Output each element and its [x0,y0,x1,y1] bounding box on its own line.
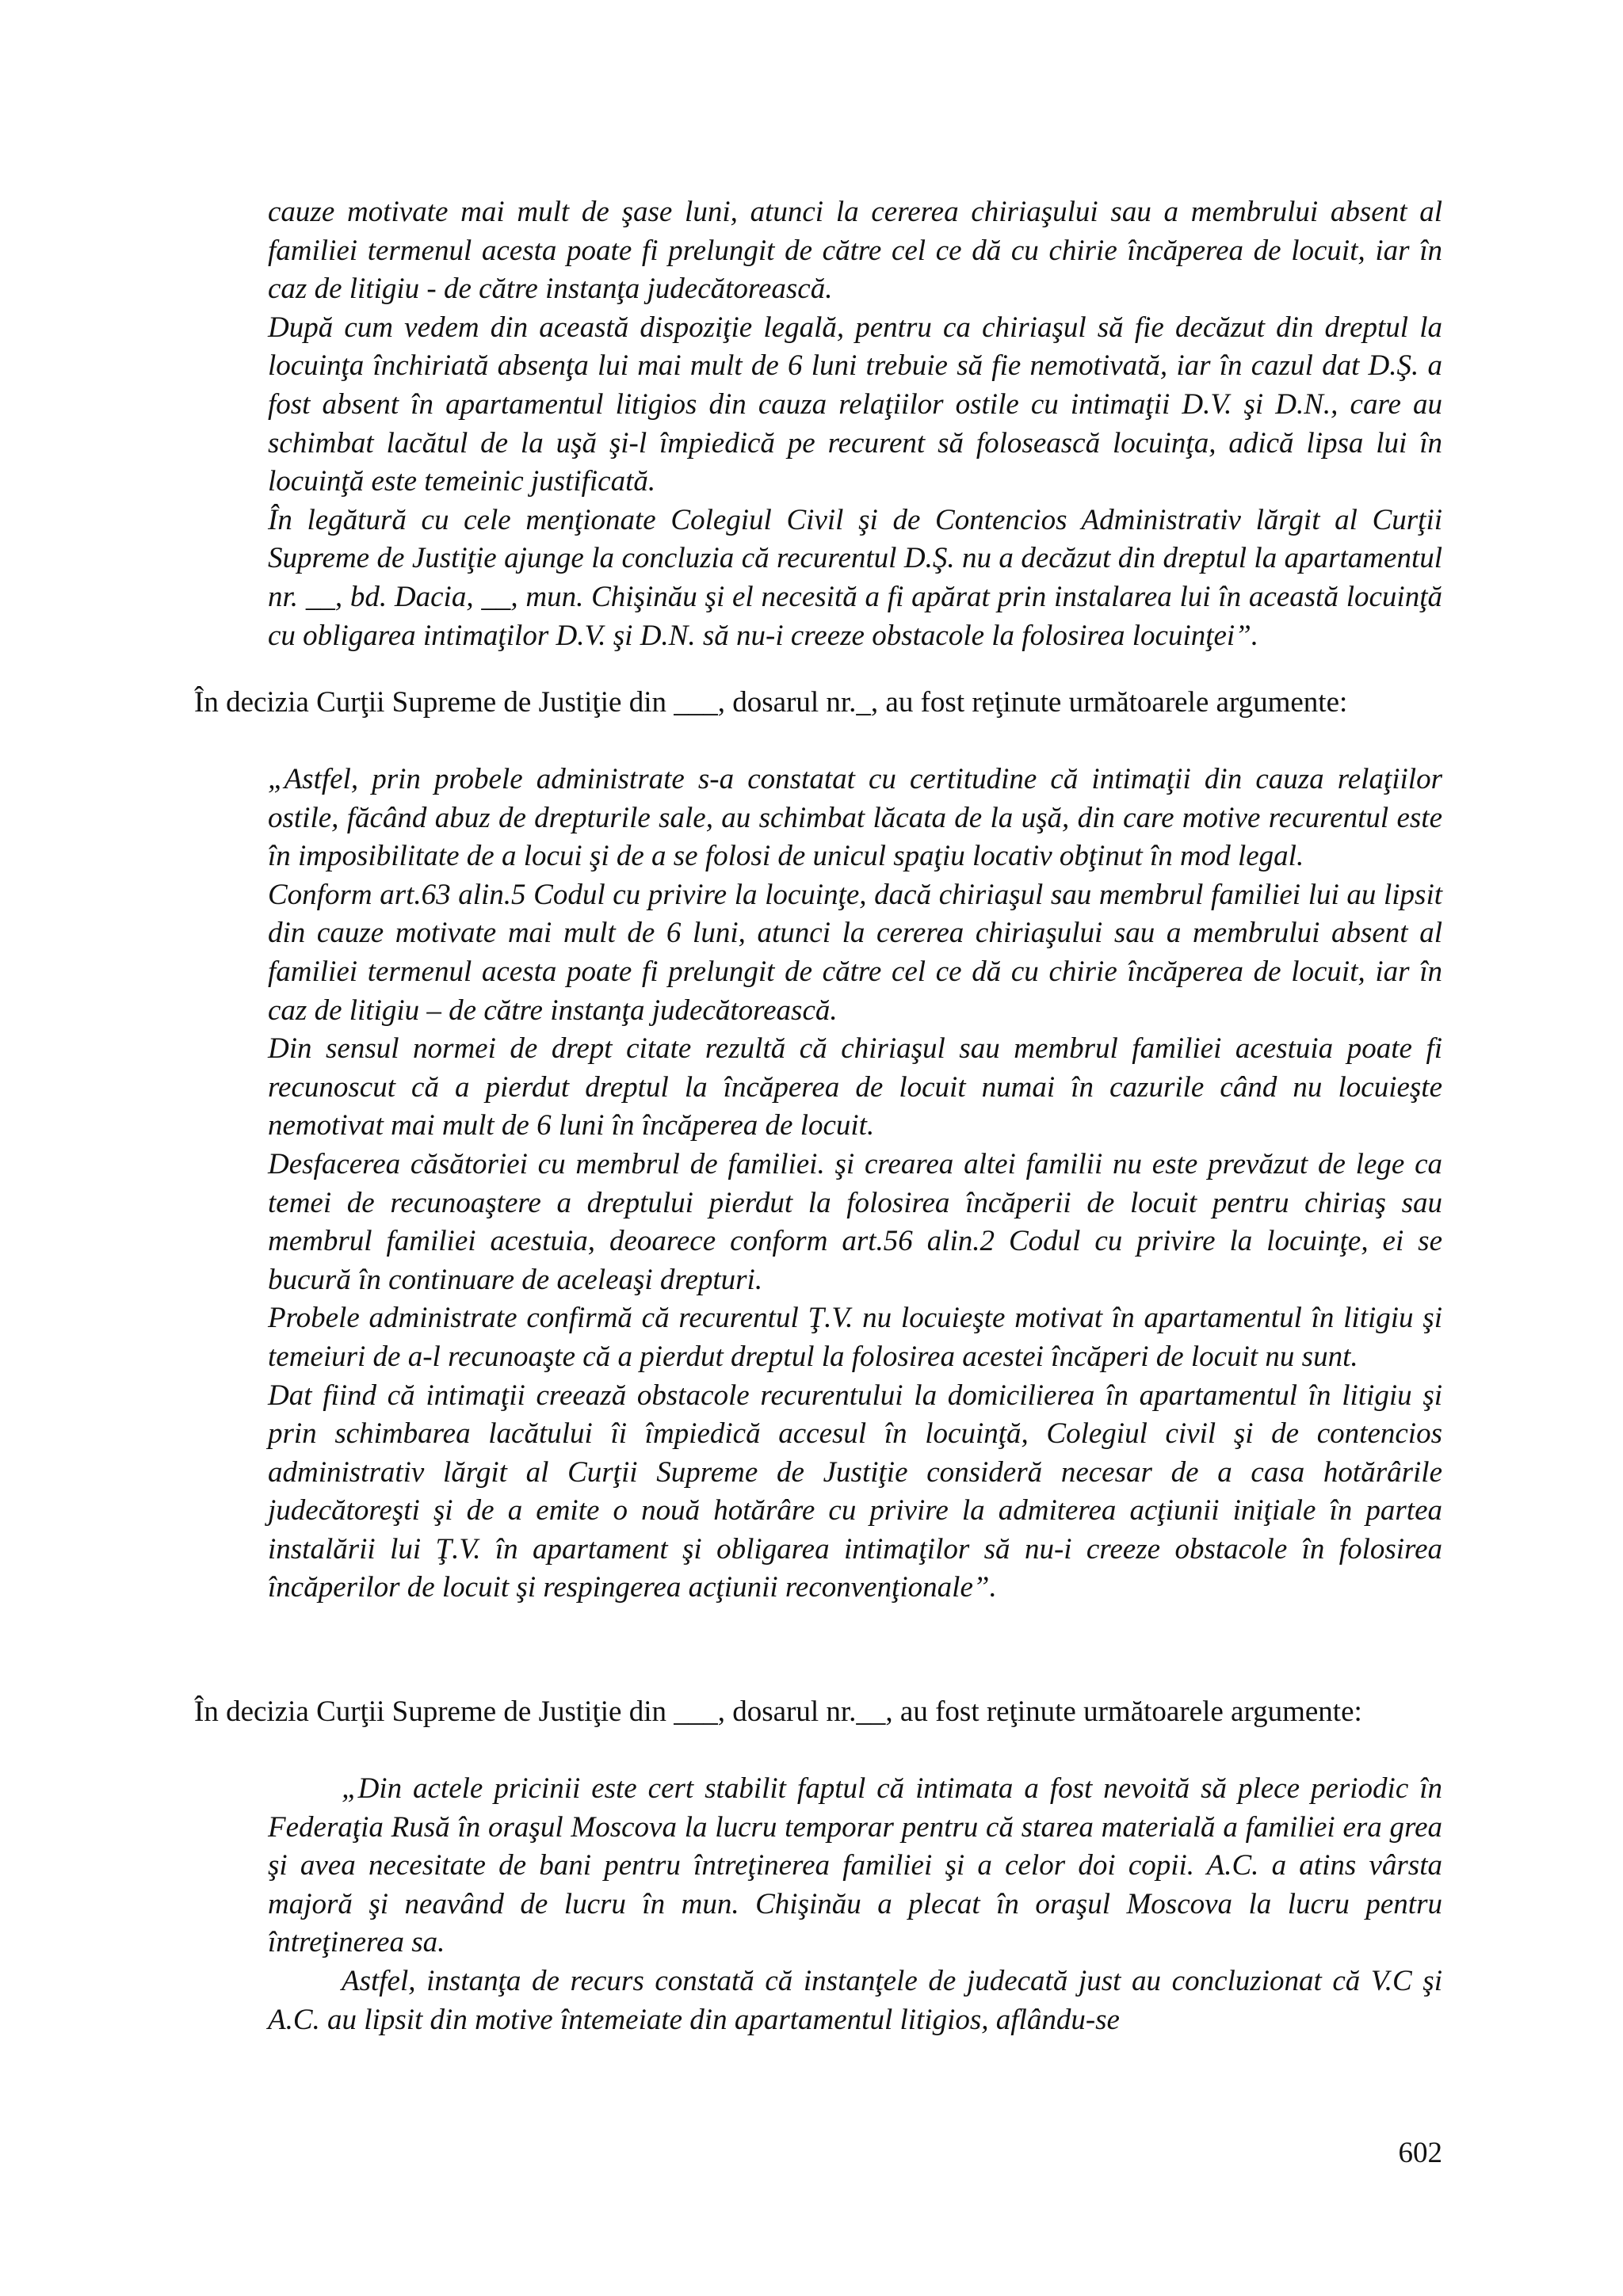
paragraph: Conform art.63 alin.5 Codul cu privire la locuinţe, dacă chiriaşul sau membrul familiei lui au lipsit din cauze motivate mai mult de 6 luni, atunci la cererea chiriaşului sau a membrului absent al familiei termenul acesta poate fi prelungit de către cel ce dă cu chirie încăperea de locuit, iar în caz de litigiu – de către instanţa judecătorească. [268,878,1442,1027]
paragraph: „Astfel, prin probele administrate s-a constatat cu certitudine că intimaţii din cauza relaţiilor ostile, făcând abuz de drepturile sale, au schimbat lăcata de la uşă, din care motive recurentul este în imposibilitate de a locui şi de a se folosi de unicul spaţiu locativ obţinut în mod legal. [268,763,1442,873]
paragraph: „Din actele pricinii este cert stabilit faptul că intimata a fost nevoită să plece periodic în Federaţia Rusă în oraşul Moscova la lucru temporar pentru că starea materială a familiei era grea şi avea necesitate de bani pentru întreţinerea familiei şi a celor doi copii. A.C. a atins vârsta majoră şi neavând de lucru în mun. Chişinău a plecat în oraşul Moscova la lucru pentru întreţinerea sa. [268,1772,1442,1959]
decision-intro-2 [194,1693,1442,1732]
paragraph: În decizia Curţii Supreme de Justiţie din ___, dosarul nr._, au fost reţinute următoarele argumente: [194,686,1348,719]
paragraph: Din sensul normei de drept citate rezultă că chiriaşul sau membrul familiei acestuia poate fi recunoscut că a pierdut dreptul la încăperea de locuit numai în cazurile când nu locuieşte nemotivat mai mult de 6 luni în încăperea de locuit. [268,1032,1442,1142]
quoted-excerpt-3 [268,1770,1442,2039]
decision-intro-1 [194,684,1442,723]
paragraph: După cum vedem din această dispoziţie legală, pentru ca chiriaşul să fie decăzut din dreptul la locuinţa închiriată absenţa lui mai mult de 6 luni trebuie să fie nemotivată, iar în cazul dat D.Ş. a fost absent în apartamentul litigios din cauza relaţiilor ostile cu intimaţii D.V. şi D.N., care au schimbat lacătul de la uşă şi-l împiedică pe recurent să folosească locuinţa, adică lipsa lui în locuinţă este temeinic justificată. [268,311,1442,498]
paragraph: Dat fiind că intimaţii creează obstacole recurentului la domicilierea în apartamentul în litigiu şi prin schimbarea lacătului îi împiedică accesul în locuinţă, Colegiul civil şi de contencios administrativ lărgit al Curţii Supreme de Justiţie consideră necesar de a casa hotărârile judecătoreşti şi de a emite o nouă hotărâre cu privire la admiterea acţiunii iniţiale în partea instalării lui Ţ.V. în apartament şi obligarea intimaţilor să nu-i creeze obstacole în folosirea încăperilor de locuit şi respingerea acţiunii reconvenţionale”. [268,1379,1442,1604]
quoted-excerpt-2 [268,761,1442,1608]
paragraph: Probele administrate confirmă că recurentul Ţ.V. nu locuieşte motivat în apartamentul în litigiu şi temeiuri de a-l recunoaşte că a pierdut dreptul la folosirea acestei încăperi de locuit nu sunt. [268,1302,1442,1373]
paragraph: În legătură cu cele menţionate Colegiul Civil şi de Contencios Administrativ lărgit al Curţii Supreme de Justiţie ajunge la concluzia că recurentul D.Ş. nu a decăzut din dreptul la apartamentul nr. __, bd. Dacia, __, mun. Chişinău şi el necesită a fi apărat prin instalarea lui în această locuinţă cu obligarea intimaţilor D.V. şi D.N. să nu-i creeze obstacole la folosirea locuinţei”. [268,503,1442,652]
paragraph: Astfel, instanţa de recurs constată că instanţele de judecată just au concluzionat că V.C şi A.C. au lipsit din motive întemeiate din apartamentul litigios, aflându-se [268,1964,1442,2036]
page-number: 602 [1398,2137,1442,2169]
quoted-excerpt-1 [268,193,1442,655]
paragraph: cauze motivate mai mult de şase luni, atunci la cererea chiriaşului sau a membrului absent al familiei termenul acesta poate fi prelungit de către cel ce dă cu chirie încăperea de locuit, iar în caz de litigiu - de către instanţa judecătorească. [268,196,1442,306]
paragraph: În decizia Curţii Supreme de Justiţie din ___, dosarul nr.__, au fost reţinute următoarele argumente: [194,1695,1362,1728]
paragraph: Desfacerea căsătoriei cu membrul de familiei. şi crearea altei familii nu este prevăzut de lege ca temei de recunoaştere a dreptului pierdut la folosirea încăperii de locuit pentru chiriaş sau membrul familiei acestuia, deoarece conform art.56 alin.2 Codul cu privire la locuinţe, ei se bucură în continuare de aceleaşi drepturi. [268,1147,1442,1296]
